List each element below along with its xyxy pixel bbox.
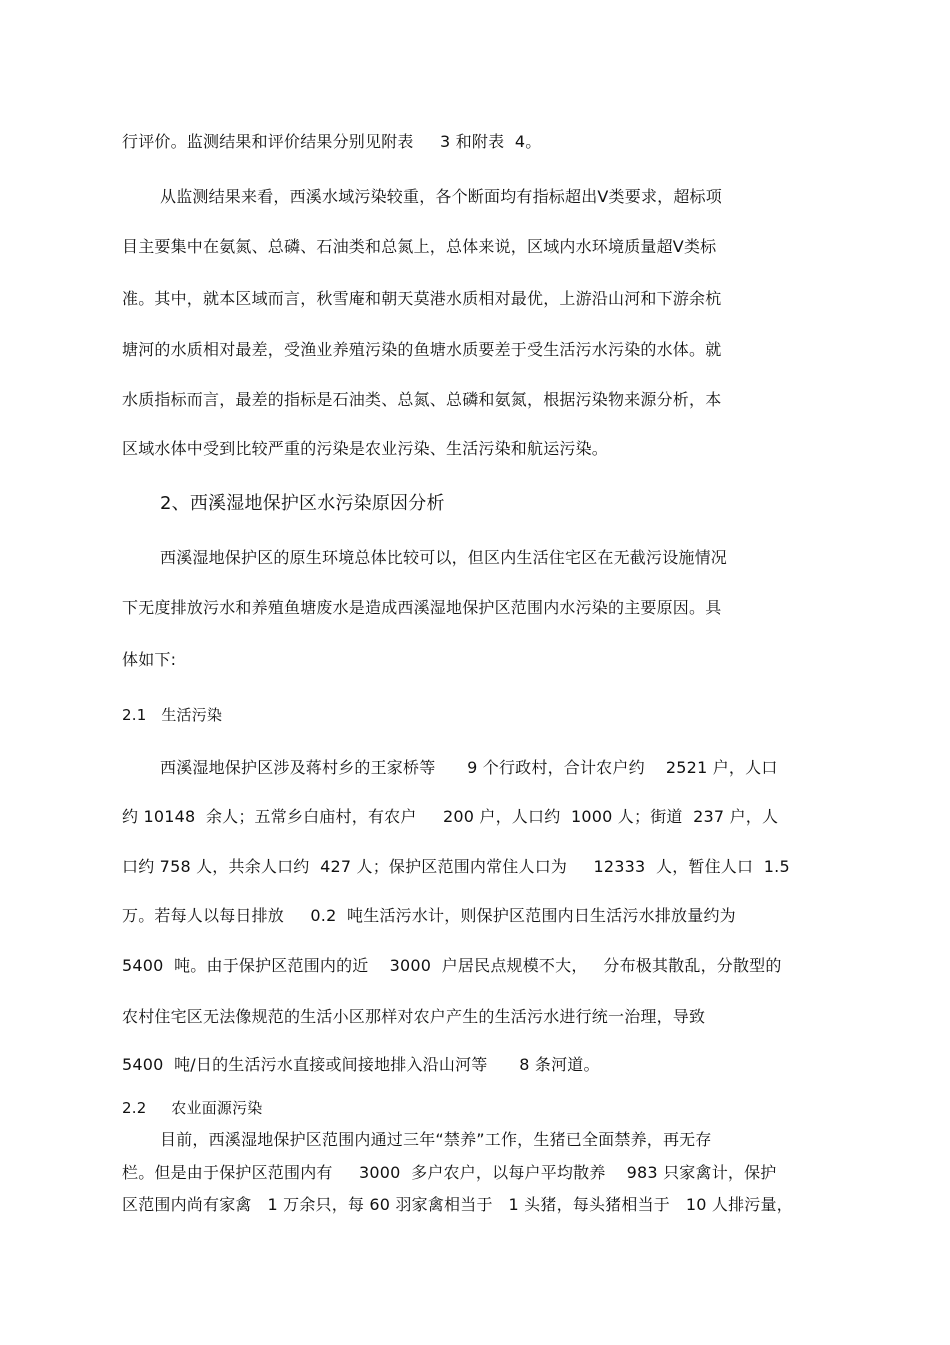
text-line: 塘河的水质相对最差，受渔业养殖污染的鱼塘水质要差于受生活污水污染的水体。就 <box>122 340 722 359</box>
text-line: 口约 758 人，共余人口约 427 人；保护区范围内常住人口为 12333 人，暂住人口 1.5 <box>122 857 790 876</box>
text-line: 水质指标而言，最差的指标是石油类、总氮、总磷和氨氮，根据污染物来源分析，本 <box>122 390 722 409</box>
subsection-heading: 2.1 生活污染 <box>122 706 223 724</box>
text-line: 行评价。监测结果和评价结果分别见附表 3 和附表 4。 <box>122 132 542 151</box>
text-line: 西溪湿地保护区的原生环境总体比较可以，但区内生活住宅区在无截污设施情况 <box>160 548 728 567</box>
text-line: 5400 吨/日的生活污水直接或间接地排入沿山河等 8 条河道。 <box>122 1055 600 1074</box>
text-line: 准。其中，就本区域而言，秋雪庵和朝天莫港水质相对最优，上游沿山河和下游余杭 <box>122 289 722 308</box>
text-line: 西溪湿地保护区涉及蒋村乡的王家桥等 9 个行政村，合计农户约 2521 户，人口 <box>160 758 778 777</box>
text-line: 区范围内尚有家禽 1 万余只，每 60 羽家禽相当于 1 头猪，每头猪相当于 10 人排污量， <box>122 1195 793 1214</box>
text-line: 约 10148 余人；五常乡白庙村，有农户 200 户，人口约 1000 人；街道 237 户，人 <box>122 807 779 826</box>
text-line: 目主要集中在氨氮、总磷、石油类和总氮上，总体来说，区域内水环境质量超Ⅴ类标 <box>122 237 717 256</box>
text-line: 体如下: <box>122 650 177 669</box>
text-line: 万。若每人以每日排放 0.2 吨生活污水计，则保护区范围内日生活污水排放量约为 <box>122 906 736 925</box>
subsection-heading: 2.2 农业面源污染 <box>122 1099 263 1117</box>
text-line: 农村住宅区无法像规范的生活小区那样对农户产生的生活污水进行统一治理，导致 <box>122 1007 706 1026</box>
text-line: 栏。但是由于保护区范围内有 3000 多户农户，以每户平均散养 983 只家禽计，保护 <box>122 1163 777 1182</box>
text-line: 目前，西溪湿地保护区范围内通过三年“禁养”工作，生猪已全面禁养，再无存 <box>160 1130 712 1149</box>
text-line: 区域水体中受到比较严重的污染是农业污染、生活污染和航运污染。 <box>122 439 609 458</box>
text-line: 从监测结果来看，西溪水域污染较重，各个断面均有指标超出Ⅴ类要求，超标项 <box>160 187 722 206</box>
section-heading: 2、西溪湿地保护区水污染原因分析 <box>160 493 445 514</box>
text-line: 下无度排放污水和养殖鱼塘废水是造成西溪湿地保护区范围内水污染的主要原因。具 <box>122 598 722 617</box>
text-line: 5400 吨。由于保护区范围内的近 3000 户居民点规模不大， 分布极其散乱，分散型的 <box>122 956 782 975</box>
